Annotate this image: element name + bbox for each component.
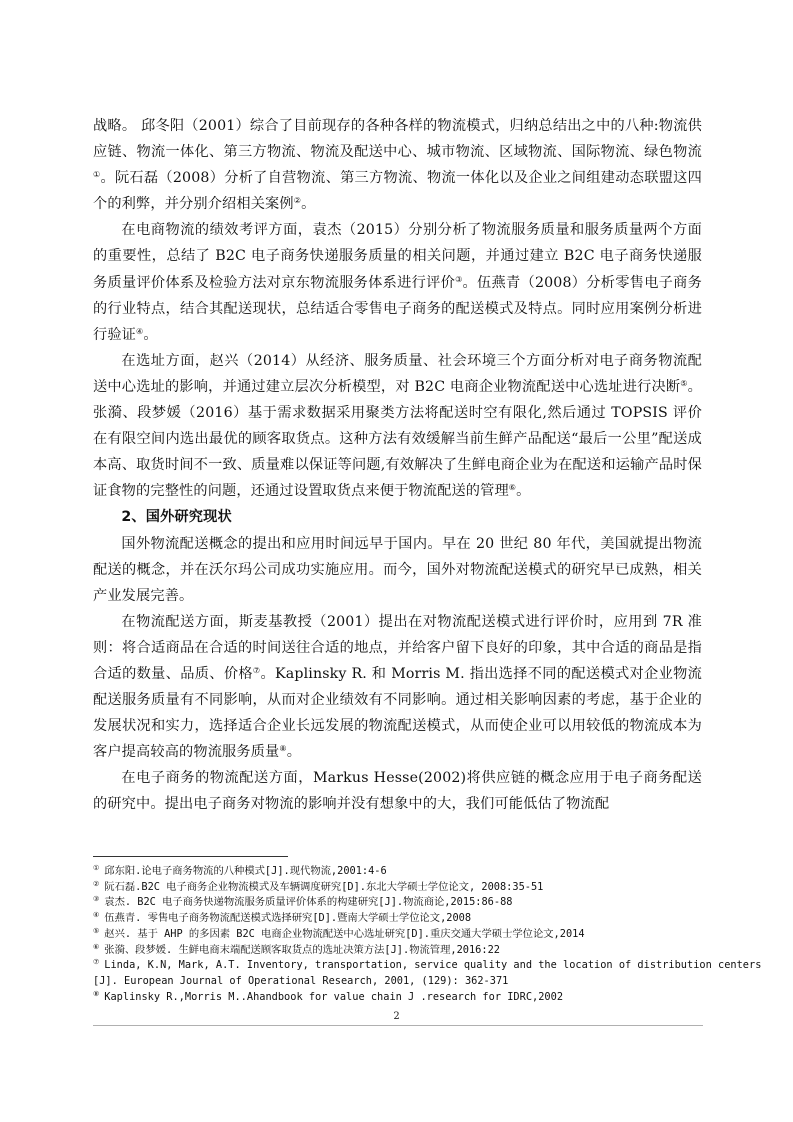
paragraph-site-selection (93, 348, 702, 505)
footnote-mark: ⑤ (93, 926, 100, 935)
section-heading: 2、国外研究现状 (121, 509, 232, 526)
footnote-reference[interactable]: ⑤ (680, 378, 688, 388)
footnote-reference[interactable]: ③ (455, 274, 463, 284)
footnote-item (93, 927, 733, 943)
paragraph-text: 。张漪、段梦媛（2016）基于需求数据采用聚类方法将配送时空有限化,然后通过 TOPSIS 评价在有限空间内选出最优的顾客取货点。这种方法有效缓解当前生鲜产品配送“最后一公里”配送成本高、取货时间不一致、质量难以保证等问题,有效解决了生鲜电商企业为在配送和运输产品时保证食物的完整性的问题，还通过设置取货点来便于物流配送的管理 (93, 378, 703, 500)
footnote-text: 伍燕青. 零售电子商务物流配送模式选择研究[D].暨南大学硕士学位论文,2008 (104, 912, 472, 925)
footnote-reference[interactable]: ⑧ (279, 744, 287, 754)
paragraph-ecommerce-distribution (93, 765, 702, 817)
footnote-reference[interactable]: ① (93, 170, 101, 180)
paragraph-text: 。 (286, 744, 302, 761)
paragraph-text: 在物流配送方面，斯麦基教授（2001）提出在对物流配送模式进行评价时，应用到 7R 准则：将合适商品在合适的时间送往合适的地点，并给客户留下良好的印象，其中合适的商品是指合适的数量、品质、价格 (93, 613, 702, 682)
footnote-mark: ⑧ (93, 989, 100, 998)
footnote-mark: ② (93, 879, 100, 888)
body-text (93, 113, 702, 818)
page-bottom-rule (93, 1025, 703, 1026)
paragraph-text: 在电商物流的绩效考评方面，袁杰（2015）分别分析了物流服务质量和服务质量两个方面的重要性，总结了 B2C 电子商务快递服务质量的相关问题，并通过建立 B2C 电子商务快递服务质量评价体系及检验方法对京东物流服务体系进行评价 (93, 222, 702, 291)
footnote-text: 袁杰. B2C 电子商务快递物流服务质量评价体系的构建研究[J].物流商论,2015:86-88 (104, 896, 513, 909)
footnote-text: [J]. European Journal of Operational Research, 2001, (129): 362-371 (93, 974, 509, 987)
footnote-text: 阮石磊.B2C 电子商务企业物流模式及车辆调度研究[D].东北大学硕士学位论文, 2008:35-51 (104, 880, 544, 893)
footnote-text: 张漪、段梦媛. 生鲜电商末端配送顾客取货点的选址决策方法[J].物流管理,2016:22 (104, 943, 500, 956)
footnotes (93, 864, 762, 1005)
paragraph-text: 。阮石磊（2008）分析了自营物流、第三方物流、物流一体化以及企业之间组建动态联盟这四个的利弊，并分别介绍相关案例 (93, 170, 702, 213)
footnote-item (93, 911, 733, 927)
footnote-reference[interactable]: ④ (136, 326, 144, 336)
paragraph-text: 在电子商务的物流配送方面，Markus Hesse(2002)将供应链的概念应用于电子商务配送的研究中。提出电子商务对物流的影响并没有想象中的大，我们可能低估了物流配 (93, 770, 702, 813)
paragraph-foreign-overview (93, 531, 702, 609)
paragraph-continuation (93, 113, 702, 217)
footnote-item (93, 958, 762, 974)
paragraph-text: 。 (301, 196, 316, 213)
footnote-item (93, 895, 733, 911)
footnote-item-continuation (93, 974, 733, 990)
paragraph-text: 。 (516, 483, 531, 500)
footnote-text: 赵兴. 基于 AHP 的多因素 B2C 电商企业物流配送中心选址研究[D].重庆交通大学硕士学位论文,2014 (104, 927, 585, 940)
paragraph-text: 国外物流配送概念的提出和应用时间远早于国内。早在 20 世纪 80 年代，美国就提出物流配送的概念，并在沃尔玛公司成功实施应用。而今，国外对物流配送模式的研究早已成熟，相关产业发展完善。 (93, 535, 702, 604)
footnote-item (93, 990, 733, 1006)
footnote-reference[interactable]: ⑥ (508, 483, 517, 493)
paragraph-text: 战略。 邱冬阳（2001）综合了目前现存的各种各样的物流模式，归纳总结出之中的八种:物流供应链、物流一体化、第三方物流、物流及配送中心、城市物流、区域物流、国际物流、绿色物流 (93, 118, 702, 161)
footnote-text: 邱东阳.论电子商务物流的八种模式[J].现代物流,2001:4-6 (104, 865, 387, 877)
paragraph-logistics-distribution (93, 609, 702, 766)
footnote-mark: ④ (93, 911, 100, 920)
paragraph-text: 。Kaplinsky R. 和 Morris M. 指出选择不同的配送模式对企业物流配送服务质量有不同影响，从而对企业绩效有不同影响。通过相关影响因素的考虑，基于企业的发展状况和实力，选择适合企业长远发展的物流配送模式，从而使企业可以用较低的物流成本为客户提高较高的物流服务质量 (93, 665, 703, 761)
footnote-item (93, 943, 733, 959)
paragraph-performance-evaluation (93, 217, 702, 347)
footnote-mark: ⑦ (93, 958, 100, 967)
page-number: 2 (393, 1011, 400, 1022)
footnote-mark: ⑥ (93, 942, 100, 951)
footnote-item (93, 880, 733, 896)
footnote-text: Linda, K.N, Mark, A.T. Inventory, transportation, service quality and the location of distribution centers (104, 959, 762, 972)
footnote-reference[interactable]: ② (293, 196, 302, 206)
footnote-mark: ① (93, 864, 100, 872)
footnote-separator (93, 856, 288, 857)
footnote-reference[interactable]: ⑦ (252, 665, 261, 675)
paragraph-text: 。伍燕青（2008）分析零售电子商务的行业特点，结合其配送现状，总结适合零售电子商务的配送模式及特点。同时应用案例分析进行验证 (93, 274, 702, 343)
footnote-item (93, 864, 733, 880)
footnote-text: Kaplinsky R.,Morris M..Ahandbook for value chain J .research for IDRC,2002 (104, 990, 564, 1003)
paragraph-text: 在选址方面，赵兴（2014）从经济、服务质量、社会环境三个方面分析对电子商务物流配送中心选址的影响，并通过建立层次分析模型，对 B2C 电商企业物流配送中心选址进行决断 (93, 352, 702, 395)
footnote-mark: ③ (93, 895, 100, 904)
paragraph-text: 。 (143, 326, 158, 343)
